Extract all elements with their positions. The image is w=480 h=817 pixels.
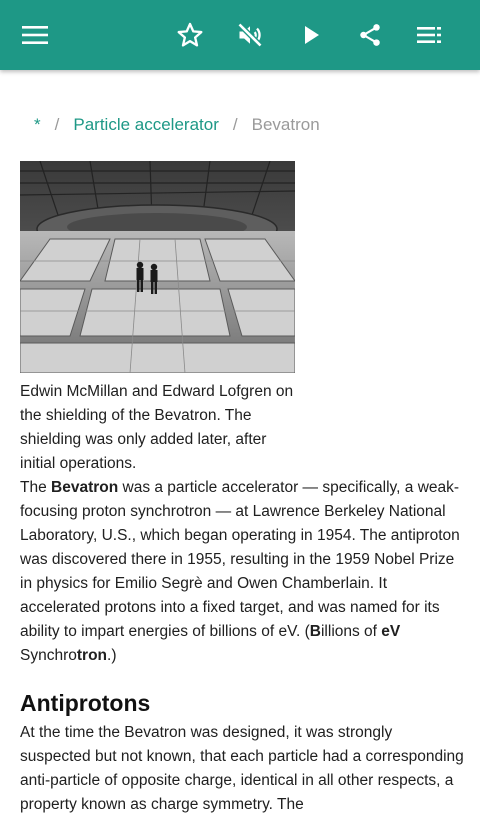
contents-button[interactable]	[406, 11, 454, 59]
intro-text: The	[20, 479, 52, 496]
intro-paragraph	[20, 476, 465, 668]
intro-text: .)	[107, 647, 117, 664]
list-icon	[417, 25, 443, 45]
intro-bold-letter: eV	[381, 623, 401, 640]
bevatron-photo[interactable]	[20, 161, 295, 373]
breadcrumb	[34, 114, 320, 136]
mute-button[interactable]	[226, 11, 274, 59]
bevatron-photo-image	[20, 161, 295, 373]
share-icon	[357, 22, 383, 48]
intro-text: was a particle accelerator — specifically, a weak-focusing proton synchrotron — at Lawrence Berkeley National Laboratory, U.S., which began operating in 1954. The antiproton was discovered there in 1955, resulting in the 1959 Nobel Prize in physics for Emilio Segrè and Owen Chamberlain. It accelerated protons into a fixed target, and was named for its ability to impart energies of billions of eV. (	[20, 479, 460, 640]
breadcrumb-separator: /	[232, 115, 238, 134]
star-outline-icon	[176, 21, 204, 49]
breadcrumb-current: Bevatron	[251, 115, 320, 134]
menu-button[interactable]	[11, 11, 59, 59]
volume-off-icon	[236, 21, 264, 49]
intro-bold-letter: tron	[76, 647, 108, 664]
breadcrumb-separator: /	[54, 115, 60, 134]
play-icon	[300, 24, 322, 46]
intro-text: Synchro	[20, 647, 77, 664]
share-button[interactable]	[346, 11, 394, 59]
favorite-button[interactable]	[166, 11, 214, 59]
breadcrumb-parent-link[interactable]: Particle accelerator	[73, 115, 219, 134]
intro-bold-term: Bevatron	[51, 479, 119, 496]
section-paragraph: At the time the Bevatron was designed, it was strongly suspected but not known, that each particle had a corresponding anti-particle of opposite charge, identical in all other respects, a property known as charge symmetry. The	[20, 724, 464, 813]
menu-icon	[22, 25, 48, 45]
play-button[interactable]	[287, 11, 335, 59]
breadcrumb-home-link[interactable]: *	[34, 115, 41, 134]
figure-caption: Edwin McMillan and Edward Lofgren on the shielding of the Bevatron. The shielding was only added later, after initial operations.	[20, 383, 294, 472]
section-heading: Antiprotons	[20, 690, 151, 716]
intro-text: illions of	[320, 623, 382, 640]
app-toolbar	[0, 0, 480, 70]
intro-bold-letter: B	[309, 623, 321, 640]
